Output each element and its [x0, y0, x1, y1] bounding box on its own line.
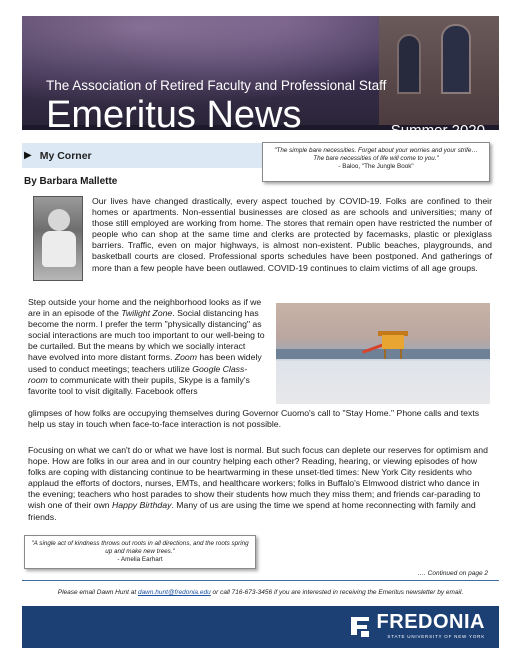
logo-name: FREDONIA — [376, 611, 485, 633]
logo-subtitle: STATE UNIVERSITY OF NEW YORK — [387, 634, 485, 639]
byline: By Barbara Mallette — [24, 176, 118, 187]
beach-photo — [276, 303, 490, 404]
email-link[interactable]: dawn.hunt@fredonia.edu — [137, 589, 211, 596]
fredonia-icon — [349, 613, 371, 639]
continued-note: …. Continued on page 2 — [417, 570, 488, 577]
article-paragraph: Our lives have changed drastically, every aspect touched by COVID-19. Folks are confined to their homes or apartments. Non-essential businesses are closed as are schools and universities; many of those still employed are working from home. The stores that remain open have restricted the number of people who can shop at the same time and clerks are protected by facemasks, plastic or plexiglass barriers. Traffic, even on major highways, is almost non-existent. Public beaches, playgrounds, and basketball courts are closed. Professional sports schedules have been postponed. And gatherings of more than a few people have been outlawed. COVID-19 continues to claim victims of all age groups. — [92, 196, 492, 273]
newsletter-title: Emeritus News — [46, 94, 302, 136]
fredonia-logo[interactable] — [349, 612, 485, 639]
article-paragraph: glimpses of how folks are occupying themselves during Governor Cuomo's call to "Stay Home." Phone calls and texts help us stay in touch when face-to-face interaction is not possible. — [28, 408, 480, 430]
article-paragraph: Focusing on what we can't do or what we have lost is normal. But such focus can deplete our reserves for optimism and hope. How are folks in our area and in our country helping each other? Reading, hearing, or viewing episodes of how folks are coping with distancing continue to be heartwarming in these unset-tled times: New York City residents who applaud the efforts of doctors, nurses, EMTs, and healthcare workers; folks in Buffalo's Elmwood district who dance in the evening; teachers who host parades to show their students how much they miss them; and friends car-parading to wish one of their own Happy Birthday. Many of us are using the time we spend at home reconnecting with family and friends. — [28, 445, 488, 522]
association-name: The Association of Retired Faculty and Professional Staff — [46, 78, 387, 93]
author-photo — [33, 196, 83, 281]
quote-text: "A single act of kindness throws out roots in all directions, and the roots spring up and make new trees." — [31, 540, 249, 556]
divider — [22, 580, 499, 581]
section-heading — [22, 143, 262, 168]
issue-season: Summer 2020 — [390, 122, 485, 139]
arched-window — [441, 24, 471, 94]
quote-attribution: - Baloo, "The Jungle Book" — [338, 163, 414, 171]
lifeguard-tower — [382, 335, 404, 349]
section-label: My Corner — [39, 149, 92, 162]
masthead — [22, 16, 499, 139]
quote-box-top — [262, 142, 490, 182]
quote-box-bottom — [24, 535, 256, 569]
contact-line: Please email Dawn Hunt at dawn.hunt@fredonia.edu or call 716-673-3456 if you are interested in receiving the Emeritus newsletter by email. — [57, 589, 464, 596]
quote-text: "The simple bare necessities. Forget about your worries and your strife… The bare necessities of life will come to you." — [274, 147, 478, 163]
footer-banner — [22, 606, 499, 648]
quote-attribution: - Amelia Earhart — [117, 556, 163, 564]
arched-window — [397, 34, 421, 94]
arrow-right-icon: ▶ — [24, 150, 32, 161]
article-paragraph: Step outside your home and the neighborhood looks as if we are in an episode of the Twilight Zone. Social distancing has become the norm. I prefer the term "physically distancing" as social interactions are much too important to our well-being to be curtailed. But the means by which we socially interact have evolved into more distant forms. Zoom has been widely used to conduct meetings; teachers utilize Google Class-room to communicate with their pupils, Skype is a family's favorite tool to visit digitally. Facebook offers — [28, 297, 265, 396]
